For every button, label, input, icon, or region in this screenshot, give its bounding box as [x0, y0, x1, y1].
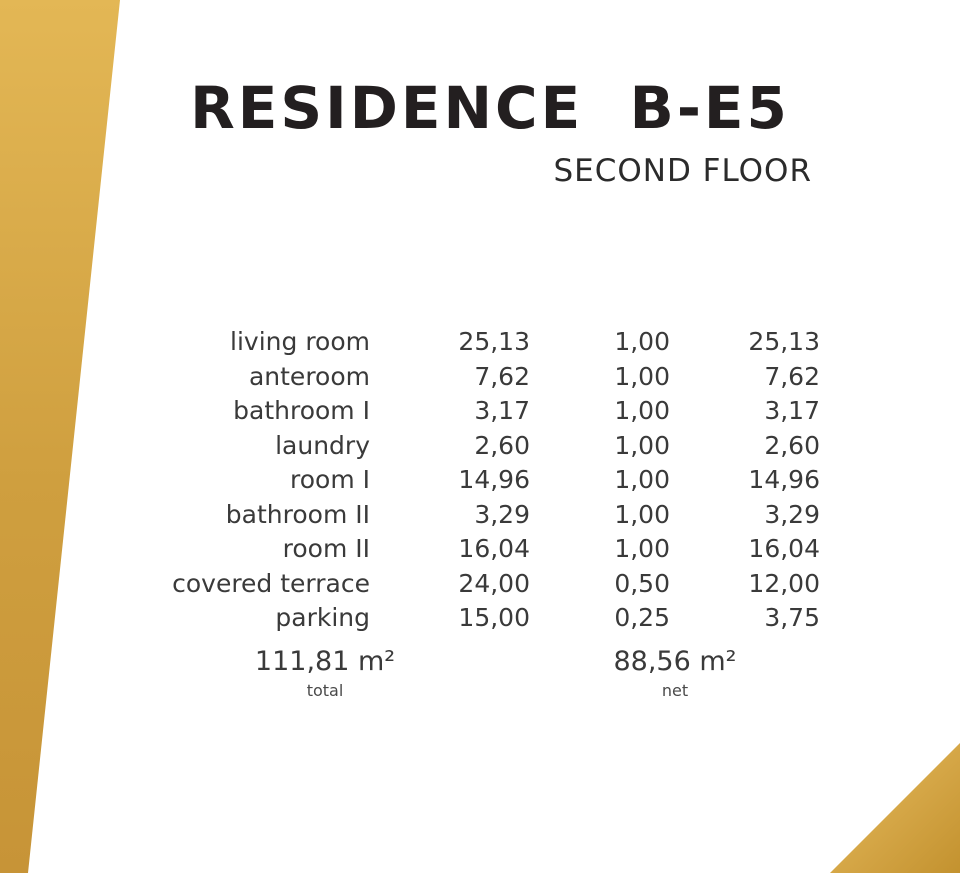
net-area-cell: 7,62	[764, 361, 820, 391]
gross-area-cell: 14,96	[458, 465, 530, 494]
table-row	[120, 567, 820, 602]
total-area-value: 111,81 m²	[254, 646, 396, 677]
net-area-cell: 2,60	[764, 430, 820, 460]
net-area-cell: 12,00	[748, 568, 820, 598]
areas-table-container	[120, 325, 820, 636]
total-area-block	[120, 645, 530, 703]
header	[0, 74, 960, 189]
gross-area-cell: 25,13	[458, 327, 530, 356]
room-name-cell: parking	[275, 603, 370, 632]
table-row	[120, 360, 820, 395]
gross-area-cell: 3,17	[474, 396, 530, 425]
net-area-cell: 3,17	[764, 396, 820, 425]
table-row	[120, 498, 820, 533]
table-row	[120, 325, 820, 360]
net-area-cell: 3,75	[764, 603, 820, 632]
table-row	[120, 394, 820, 429]
page-subtitle: SECOND FLOOR	[553, 152, 812, 189]
coefficient-cell: 0,50	[614, 568, 670, 598]
table-row	[120, 429, 820, 464]
room-name-cell: living room	[230, 327, 370, 356]
room-name-cell: bathroom I	[233, 396, 370, 425]
net-area-cell: 14,96	[748, 465, 820, 494]
areas-table	[120, 325, 820, 636]
gross-area-cell: 16,04	[458, 534, 530, 563]
table-row	[120, 601, 820, 636]
page-title: RESIDENCE B-E5	[190, 74, 790, 142]
net-area-block	[530, 645, 820, 703]
coefficient-cell: 1,00	[614, 534, 670, 563]
room-name-cell: room I	[290, 465, 370, 494]
coefficient-cell: 1,00	[614, 465, 670, 494]
coefficient-cell: 1,00	[614, 499, 670, 529]
gross-area-cell: 3,29	[474, 499, 530, 529]
gross-area-cell: 24,00	[458, 568, 530, 598]
net-area-cell: 25,13	[748, 327, 820, 356]
net-area-value: 88,56 m²	[613, 646, 737, 677]
room-name-cell: anteroom	[248, 361, 370, 391]
gross-area-cell: 15,00	[458, 603, 530, 632]
coefficient-cell: 1,00	[614, 361, 670, 391]
totals-values-row	[120, 645, 820, 703]
room-name-cell: covered terrace	[172, 568, 370, 598]
total-area-label: total	[306, 681, 344, 700]
room-name-cell: room II	[282, 534, 370, 563]
coefficient-cell: 0,25	[614, 603, 670, 632]
areas-table-body	[120, 325, 820, 636]
totals-section	[120, 645, 820, 703]
table-row	[120, 463, 820, 498]
coefficient-cell: 1,00	[614, 327, 670, 356]
net-area-label: net	[661, 681, 689, 700]
table-row	[120, 532, 820, 567]
net-area-cell: 16,04	[748, 534, 820, 563]
gross-area-cell: 7,62	[474, 361, 530, 391]
coefficient-cell: 1,00	[614, 430, 670, 460]
room-name-cell: laundry	[275, 430, 370, 460]
gross-area-cell: 2,60	[474, 430, 530, 460]
room-name-cell: bathroom II	[225, 499, 370, 529]
coefficient-cell: 1,00	[614, 396, 670, 425]
gold-accent-bottom-right-decoration	[830, 743, 960, 873]
net-area-cell: 3,29	[764, 499, 820, 529]
